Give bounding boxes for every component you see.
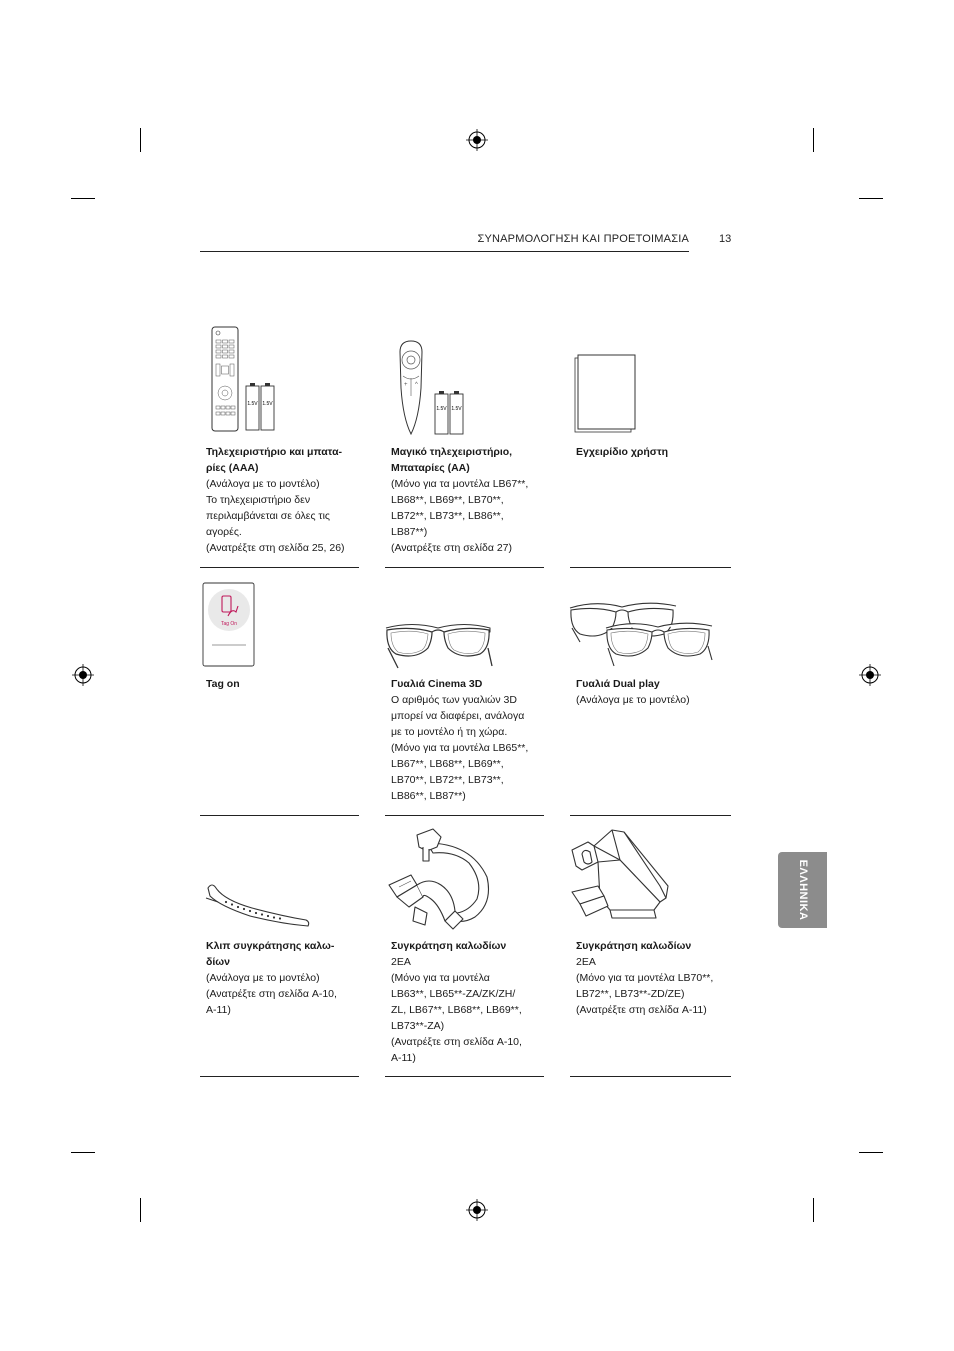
- language-tab-label: ΕΛΛΗΝΙΚΑ: [796, 859, 809, 921]
- row-divider: [570, 1076, 731, 1077]
- item-description-line: (Ανατρέξτε στη σελίδα 27): [391, 542, 513, 554]
- registration-mark-icon: [466, 129, 488, 151]
- manual-book-illustration: [573, 354, 639, 434]
- page-number: 13: [719, 233, 732, 245]
- item-description-line: (Ανατρέξτε στη σελίδα 25, 26): [206, 542, 345, 554]
- row-divider: [385, 567, 544, 568]
- cinema-3d-glasses-illustration: [382, 618, 494, 670]
- dual-play-glasses-illustration: [566, 598, 716, 670]
- item-title: δίων: [206, 956, 230, 968]
- language-tab: [778, 852, 827, 928]
- cable-clip-illustration: [202, 880, 314, 930]
- item-dual-play-glasses: [576, 676, 734, 708]
- row-divider: [570, 815, 731, 816]
- item-description-line: (Ανάλογα με το μοντέλο): [576, 694, 690, 706]
- item-description-line: (Ανάλογα με το μοντέλο): [206, 478, 320, 490]
- item-title: ρίες (AAA): [206, 462, 259, 474]
- item-description-line: LB72**, LB73**, LB86**,: [391, 510, 504, 522]
- crop-mark: [140, 1198, 141, 1222]
- section-title: ΣΥΝΑΡΜΟΛΟΓΗΣΗ ΚΑΙ ΠΡΟΕΤΟΙΜΑΣΙΑ: [477, 233, 689, 245]
- registration-mark-icon: [859, 664, 881, 686]
- cable-holder-round-illustration: [383, 827, 495, 933]
- item-title: Μπαταρίες (AA): [391, 462, 470, 474]
- remote-control-illustration: [210, 326, 280, 436]
- crop-mark: [71, 198, 95, 199]
- item-tag-on: [206, 676, 364, 692]
- battery-label: 1.5V: [436, 406, 447, 412]
- item-cable-holder-1: [391, 938, 549, 1066]
- item-description-line: με το μοντέλο ή τη χώρα.: [391, 726, 508, 738]
- item-description-line: 2EA: [576, 956, 596, 968]
- crop-mark: [71, 1152, 95, 1153]
- item-description-line: 2EA: [391, 956, 411, 968]
- item-description-line: LB73**-ZA): [391, 1020, 445, 1032]
- crop-mark: [859, 1152, 883, 1153]
- registration-mark-icon: [72, 664, 94, 686]
- item-description-line: (Ανατρέξτε στη σελίδα A-11): [576, 1004, 707, 1016]
- svg-text:+: +: [404, 382, 408, 388]
- item-title: Τηλεχειριστήριο και μπατα-: [206, 446, 343, 458]
- crop-mark: [813, 128, 814, 152]
- item-title: Συγκράτηση καλωδίων: [576, 940, 692, 952]
- tag-on-label: Tag On: [220, 621, 238, 627]
- row-divider: [570, 567, 731, 568]
- item-description-line: LB87**): [391, 526, 428, 538]
- item-owners-manual: [576, 444, 734, 460]
- item-title: Κλιπ συγκράτησης καλω-: [206, 940, 335, 952]
- item-description-line: LB70**, LB72**, LB73**,: [391, 774, 504, 786]
- item-description-line: LB86**, LB87**): [391, 790, 466, 802]
- row-divider: [200, 567, 359, 568]
- item-description-line: (Μόνο για τα μοντέλα: [391, 972, 490, 984]
- item-title: Συγκράτηση καλωδίων: [391, 940, 507, 952]
- row-divider: [385, 1076, 544, 1077]
- item-description-line: ZL, LB67**, LB68**, LB69**,: [391, 1004, 522, 1016]
- item-title: Εγχειρίδιο χρήστη: [576, 446, 669, 458]
- item-description-line: LB68**, LB69**, LB70**,: [391, 494, 504, 506]
- item-description-line: LB72**, LB73**-ZD/ZE): [576, 988, 685, 1000]
- battery-label: 1.5V: [247, 401, 258, 407]
- item-cable-holder-2: [576, 938, 734, 1018]
- item-description-line: LB63**, LB65**-ZA/ZK/ZH/: [391, 988, 516, 1000]
- item-description-line: αγορές.: [206, 526, 242, 538]
- item-description-line: περιλαμβάνεται σε όλες τις: [206, 510, 330, 522]
- crop-mark: [859, 198, 883, 199]
- item-description-line: (Ανατρέξτε στη σελίδα A-10,: [391, 1036, 522, 1048]
- item-description-line: A-11): [391, 1052, 416, 1064]
- tag-on-sticker-illustration: [202, 582, 256, 668]
- item-title: Γυαλιά Cinema 3D: [391, 678, 483, 690]
- header-divider: [200, 251, 689, 252]
- item-description-line: A-11): [206, 1004, 231, 1016]
- item-remote-batteries: [206, 444, 364, 556]
- battery-label: 1.5V: [262, 401, 273, 407]
- row-divider: [200, 815, 359, 816]
- item-title: Tag on: [206, 678, 240, 690]
- item-description-line: (Ανάλογα με το μοντέλο): [206, 972, 320, 984]
- row-divider: [385, 815, 544, 816]
- crop-mark: [140, 128, 141, 152]
- item-title: Μαγικό τηλεχειριστήριο,: [391, 446, 513, 458]
- item-description-line: Ο αριθμός των γυαλιών 3D: [391, 694, 517, 706]
- item-description-line: Το τηλεχειριστήριο δεν: [206, 494, 311, 506]
- item-description-line: (Ανατρέξτε στη σελίδα A-10,: [206, 988, 337, 1000]
- cable-holder-square-illustration: [568, 826, 672, 920]
- item-cable-clip: [206, 938, 364, 1018]
- item-description-line: μπορεί να διαφέρει, ανάλογα: [391, 710, 525, 722]
- row-divider: [200, 1076, 359, 1077]
- item-cinema-3d-glasses: [391, 676, 549, 804]
- item-description-line: (Μόνο για τα μοντέλα LB65**,: [391, 742, 529, 754]
- svg-text:^: ^: [415, 382, 418, 388]
- crop-mark: [813, 1198, 814, 1222]
- item-description-line: (Μόνο για τα μοντέλα LB70**,: [576, 972, 714, 984]
- item-magic-remote: [391, 444, 549, 556]
- magic-remote-illustration: [393, 338, 473, 438]
- battery-label: 1.5V: [451, 406, 462, 412]
- item-description-line: LB67**, LB68**, LB69**,: [391, 758, 504, 770]
- item-description-line: (Μόνο για τα μοντέλα LB67**,: [391, 478, 529, 490]
- registration-mark-icon: [466, 1199, 488, 1221]
- item-title: Γυαλιά Dual play: [576, 678, 660, 690]
